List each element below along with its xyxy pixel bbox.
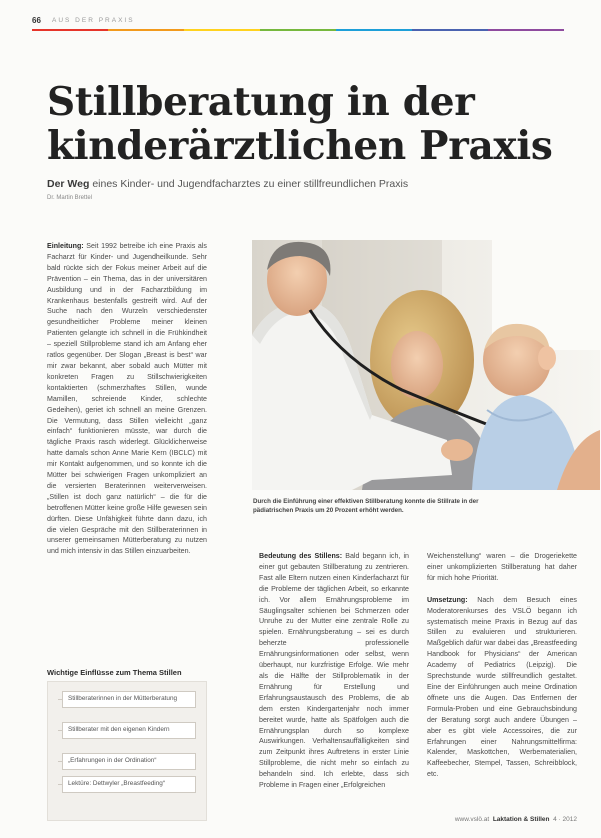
infobox-title: Wichtige Einflüsse zum Thema Stillen <box>47 668 182 677</box>
paragraph-text: Seit 1992 betreibe ich eine Praxis als Facharzt für Kinder- und Jugendheilkunde. Sehr bald rückte sich der Fokus meiner Arbeit auf die Prävention – ein Thema, das in der universitären Ausbildung und in der Facharztbildung im Krankenhaus bestenfalls gestreift wird. Auf der Suche nach den Wurzeln verschiedenster gesundheitlicher Probleme meiner kleinen Patienten gelangte ich schnell in die Frühkindheit – speziell Stillprobleme stand ich am Anfang eher ratlos gegenüber. Der Slogan „Breast is best“ war mir zwar bekannt, aber sobald auch Mütter mit konkreten Fragen zu Stillschwierigkeiten kontaktierten (schmerzhaftes Stillen, wunde Mamillen, schreiende Kinder, schlechte Gedeihen), geriet ich schnell an meine Grenzen. Die Vermutung, dass Stillen vielleicht „ganz einfach“ funktionieren müsste, war durch die tägliche Praxis rasch widerlegt. Glücklicherweise hatte damals schon Anne Marie Kern (IBCLC) mit mir Kontakt aufgenommen, und so konnte ich die Mütter bei schwierigen Fragen unkompliziert an die versierten Beraterinnen weiterverweisen. „Stillen ist doch ganz natürlich“ – die für die betroffenen Mütter keine große Hilfe gewesen sein dürften. Diese Unfähigkeit führte dann dazu, ich die vielen Gespräche mit den Stillberaterinnen in unserer gemeinsamen Mütterberatung zu nutzen und mich intensiv in das Stillen einzuarbeiten. <box>47 242 207 556</box>
article-title: Stillberatung in der kinderärztlichen Praxis <box>47 79 553 169</box>
stripe-cyan <box>336 29 412 31</box>
stripe-red <box>32 29 108 31</box>
text-column-1 <box>47 241 207 557</box>
color-stripe <box>32 29 564 31</box>
article-subtitle <box>47 178 567 190</box>
author-line: Dr. Martin Brettel <box>47 195 93 201</box>
stripe-green <box>260 29 336 31</box>
paragraph-text: Bald begann ich, in einer gut gebauten Stillberatung zu zentrieren. Fast alle Eltern nutzen einen Kinderfacharzt für die Probleme der täglichen Arbeit, so erkannte ich. Vor allem Ernährungsprobleme im Säuglingsalter schienen bei Schmerzen oder Unruhe zu der Mutter eine zentrale Rolle zu spielen. Ernährungsberatung – sei es durch beherzte professionelle Ernährungsinformationen oder selbst, wenn überhaupt, nur kurzfristige Erfolge. Wie mehr als die Hälfte der Stillproblematik in der Ernährung für Erstellung und Erfahrungsaustausch des Problems, die ab dem ersten Kindergartenjahr noch immer bereitet wurde, hatte als Spätfolgen auch die Ernährungsplan durch so komplexe Auswirkungen. Verhaltensauffälligkeiten sind zum Zeitpunkt ihres Auftretens in erster Linie Stillprobleme, die nicht mehr so einfach zu behandeln sind. Ich erlebte, dass sich Probleme in Fragen einer „Erfolgreichen <box>259 552 409 790</box>
infobox-item: „Erfahrungen in der Ordination“ <box>62 753 196 770</box>
page-header <box>32 16 564 30</box>
page-footer <box>455 816 577 823</box>
infobox-item: Stillberater mit den eigenen Kindern <box>62 722 196 739</box>
subtitle-rest: eines Kinder- und Jugendfacharztes zu einer stillfreundlichen Praxis <box>89 178 409 190</box>
journal-name: Laktation & Stillen <box>492 816 550 823</box>
infobox <box>47 681 207 821</box>
page-number: 66 <box>32 16 41 25</box>
stripe-purple <box>488 29 564 31</box>
photo-caption: Durch die Einführung einer effektiven Stillberatung konnte die Stillrate in der pädiatrischen Praxis um 20 Prozent erhöht werden. <box>253 498 479 514</box>
infobox-item: Stillberaterinnen in der Mütterberatung <box>62 691 196 708</box>
paragraph-text: Nach dem Besuch eines Moderatorenkurses des VSLÖ begann ich systematisch meine Praxis in Bezug auf das Stillen zu evaluieren und strukturieren. Maßgeblich dafür war dabei das „Breastfeeding Handbook for Physicians“ der American Academy of Pediatrics (Leipzig). Die Sprechstunde wurde stillfreundlich gestaltet. Eine der Einführungen auch meine Ordination öffnete uns die Augen. Das Entfernen der Formula-Proben und eine Gebrauchsbindung der Beratung sorgt auch andere Übungen – aber es gibt viele Accessoires, die zur Erfahrungen einer Nahrungsmittelfirma: Kalender, Maskottchen, Werbematerialien, Kaffeebecher, Stempel, Tassen, Schreibblock, etc. <box>427 595 577 779</box>
stripe-blue <box>412 29 488 31</box>
text-column-3 <box>427 551 577 780</box>
subtitle-bold: Der Weg <box>47 178 90 190</box>
paragraph-lead: Einleitung: <box>47 242 84 250</box>
paragraph-lead: Bedeutung des Stillens: <box>259 552 343 560</box>
doctor-mother-baby-image <box>252 240 600 490</box>
article-photo <box>252 240 600 490</box>
paragraph-lead: Umsetzung: <box>427 595 468 604</box>
stripe-yellow <box>184 29 260 31</box>
text-column-2 <box>259 551 409 791</box>
issue-number: 4 · 2012 <box>553 816 577 823</box>
section-label: AUS DER PRAXIS <box>52 17 135 24</box>
stripe-orange <box>108 29 184 31</box>
paragraph-text: Weichenstellung“ waren – die Drogeriekette einer unkomplizierten Stillberatung hat daher für mich hohe Priorität. <box>427 552 577 582</box>
infobox-item: Lektüre: Dettwyler „Breastfeeding“ <box>62 776 196 793</box>
footer-url: www.vslö.at <box>454 816 490 823</box>
